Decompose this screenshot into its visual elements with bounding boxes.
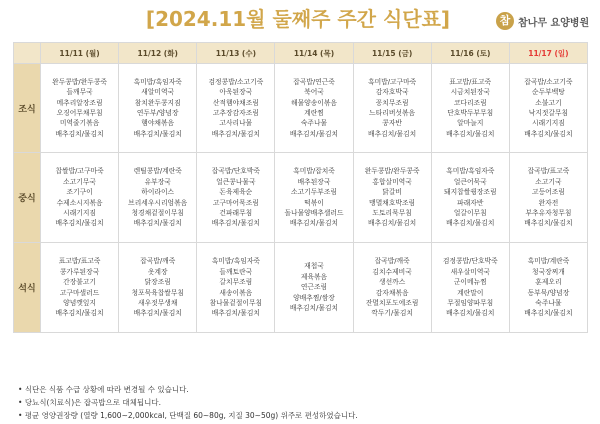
menu-item: 군이메뉴찜 bbox=[453, 278, 487, 287]
menu-item: 시래기지짐 bbox=[63, 208, 96, 217]
meal-row bbox=[14, 64, 588, 153]
menu-item: 고구마샐러드 bbox=[59, 288, 100, 297]
day-header-sunday: 11/17 (일) bbox=[509, 43, 587, 64]
menu-item: 새알미역국 bbox=[141, 88, 175, 97]
menu-item: 숙주나물 bbox=[535, 298, 562, 307]
menu-item: 유부장국 bbox=[144, 177, 171, 186]
menu-item: 배추김치/물김치 bbox=[524, 129, 573, 138]
menu-item: 연근조림 bbox=[300, 283, 328, 292]
menu-item: 새우젓무생채 bbox=[138, 298, 178, 307]
menu-item: 흑미밥/흑임자죽 bbox=[211, 257, 260, 266]
menu-item: 알마늘지 bbox=[457, 119, 484, 128]
menu-item: 배추김치/물김치 bbox=[368, 219, 417, 228]
menu-cell bbox=[119, 243, 197, 333]
menu-item: 콩자반 bbox=[382, 119, 402, 128]
menu-cell bbox=[353, 243, 431, 333]
menu-item: 꽁치무조림 bbox=[375, 98, 409, 107]
menu-item: 시래기지짐 bbox=[532, 119, 565, 128]
menu-item: 배추김치/물김치 bbox=[211, 309, 260, 318]
menu-item: 소고기무국 bbox=[63, 177, 96, 186]
menu-item: 계란찜 bbox=[304, 109, 324, 117]
menu-item: 잡곡밥/단호박죽 bbox=[211, 167, 260, 176]
menu-item: 생선까스 bbox=[379, 278, 406, 287]
menu-item: 해물양송이볶음 bbox=[291, 98, 337, 107]
menu-item: 도토리묵무침 bbox=[372, 208, 412, 217]
menu-item: 배추김치/물김치 bbox=[368, 129, 417, 138]
menu-item: 계란말이 bbox=[457, 288, 484, 297]
menu-item: 맹멸채호박조림 bbox=[369, 198, 416, 207]
menu-item: 파래자반 bbox=[457, 198, 484, 207]
menu-item: 낙지젓갈무침 bbox=[528, 109, 569, 117]
menu-item: 완자전 bbox=[538, 198, 559, 207]
menu-cell bbox=[509, 64, 587, 153]
menu-cell bbox=[509, 153, 587, 243]
menu-cell bbox=[353, 64, 431, 153]
menu-item: 렌틸콩밥/계란죽 bbox=[133, 167, 182, 176]
menu-item: 참나물겉절이무침 bbox=[209, 298, 263, 307]
menu-item: 양념깻잎지 bbox=[63, 298, 96, 307]
menu-item: 배추김치/물김치 bbox=[289, 129, 339, 138]
menu-item: 찹쌀밥/고구마죽 bbox=[55, 167, 104, 176]
menu-item: 얼큰콩나물국 bbox=[216, 177, 256, 186]
menu-item: 홍합살미역국 bbox=[372, 177, 412, 186]
menu-item: 청국장찌개 bbox=[532, 267, 565, 276]
day-header: 11/14 (목) bbox=[275, 43, 353, 64]
menu-cell bbox=[275, 153, 353, 243]
menu-item: 검정콩밥/단호박죽 bbox=[442, 257, 498, 266]
menu-item: 잡곡밥/소고기죽 bbox=[524, 77, 573, 86]
menu-item: 시금치된장국 bbox=[450, 88, 490, 97]
menu-item: 느타리버섯볶음 bbox=[369, 109, 416, 117]
notes-section bbox=[18, 383, 588, 422]
menu-item: 새우살미역국 bbox=[450, 267, 490, 276]
menu-item: 검정콩밥/소고기죽 bbox=[208, 77, 264, 86]
menu-item: 배추김치/물김치 bbox=[446, 219, 495, 228]
menu-item: 표고밥/표고죽 bbox=[58, 257, 101, 266]
menu-item: 돈육제육순 bbox=[219, 188, 253, 197]
menu-item: 흑미밥/흑임자죽 bbox=[446, 167, 495, 176]
menu-item: 표고밥/표고죽 bbox=[449, 77, 492, 86]
menu-item: 단호박두부무침 bbox=[447, 109, 494, 117]
menu-item: 고등어조림 bbox=[532, 188, 565, 197]
menu-item: 무절임양파무침 bbox=[447, 298, 494, 307]
menu-item: 훈제오리 bbox=[535, 278, 562, 287]
menu-item: 햄야채볶음 bbox=[141, 119, 175, 128]
meal-label: 조식 bbox=[14, 64, 41, 153]
day-header: 11/13 (수) bbox=[197, 43, 275, 64]
menu-item: 얼큰어묵국 bbox=[453, 177, 487, 186]
menu-item: 잔멸치포도에조림 bbox=[365, 298, 419, 307]
menu-item: 미역줄기볶음 bbox=[59, 119, 100, 128]
menu-item: 제육볶음 bbox=[300, 272, 328, 281]
menu-cell bbox=[197, 64, 275, 153]
menu-item: 아욱된장국 bbox=[219, 88, 253, 97]
menu-item: 배추김치/물김치 bbox=[55, 129, 104, 138]
menu-item: 배추김치/물김치 bbox=[133, 309, 182, 318]
day-header: 11/15 (금) bbox=[353, 43, 431, 64]
note-line: • 당뇨식(치료식)은 잡곡밥으로 대체됩니다. bbox=[18, 396, 588, 409]
menu-item: 숙주나물 bbox=[300, 119, 328, 128]
menu-item: 옷계장 bbox=[147, 267, 168, 276]
menu-item: 닭갈비 bbox=[382, 188, 402, 197]
menu-item: 잡곡밥/연근죽 bbox=[293, 77, 335, 86]
menu-item: 잡곡밥/표고죽 bbox=[527, 167, 570, 176]
menu-item: 간장불고기 bbox=[63, 278, 96, 287]
menu-cell bbox=[197, 153, 275, 243]
menu-item: 배추김치/물김치 bbox=[289, 304, 339, 313]
menu-item: 순두부백탕 bbox=[532, 88, 565, 97]
menu-cell bbox=[431, 64, 509, 153]
menu-item: 배추김치/물김치 bbox=[211, 129, 260, 138]
oak-leaf-icon: 참 bbox=[496, 12, 514, 30]
menu-cell bbox=[41, 64, 119, 153]
menu-cell bbox=[353, 153, 431, 243]
note-line: • 평균 영양권장량 (열량 1,600~2,000kcal, 단백질 60~80g, 지질 30~50g) 위주로 편성하였습니다. bbox=[18, 409, 588, 422]
menu-item: 배추김치/물김치 bbox=[524, 219, 573, 228]
day-header: 11/11 (월) bbox=[41, 43, 119, 64]
menu-cell bbox=[431, 243, 509, 333]
menu-item: 고구마어묵조림 bbox=[212, 198, 259, 207]
menu-item: 배추김치/물김치 bbox=[55, 309, 104, 318]
menu-item: 배추김치/물김치 bbox=[55, 219, 104, 228]
menu-item: 양배추찜/쌈장 bbox=[293, 293, 335, 302]
menu-item: 새송이볶음 bbox=[219, 288, 253, 297]
corner-cell bbox=[14, 43, 41, 64]
menu-item: 들깨토란국 bbox=[219, 267, 253, 276]
menu-item: 흑미밥/고구마죽 bbox=[368, 77, 417, 86]
menu-item: 북어국 bbox=[304, 88, 324, 97]
menu-item: 잡곡밥/깨죽 bbox=[140, 257, 176, 266]
menu-item: 소고기국 bbox=[535, 177, 562, 186]
menu-item: 건파래무침 bbox=[219, 208, 253, 217]
meal-label: 중식 bbox=[14, 153, 41, 243]
menu-item: 들깨무국 bbox=[66, 88, 93, 97]
day-header: 11/16 (토) bbox=[431, 43, 509, 64]
menu-cell bbox=[509, 243, 587, 333]
menu-item: 조기구이 bbox=[66, 188, 93, 197]
menu-item: 돌나물양배추샐러드 bbox=[284, 208, 344, 217]
menu-item: 메추리알장조림 bbox=[56, 98, 103, 107]
menu-item: 배추김치/물김치 bbox=[524, 309, 573, 318]
menu-item: 배추김치/물김치 bbox=[446, 129, 495, 138]
menu-item: 오징어무채무침 bbox=[56, 109, 103, 117]
menu-cell bbox=[275, 64, 353, 153]
menu-item: 코다리조림 bbox=[453, 98, 487, 107]
menu-item: 수제소시지볶음 bbox=[56, 198, 103, 207]
menu-cell bbox=[41, 153, 119, 243]
menu-item: 완두콩밥/완두콩죽 bbox=[52, 77, 107, 86]
menu-item: 흑미밥/흑임자죽 bbox=[133, 77, 182, 86]
page-header bbox=[0, 0, 600, 38]
menu-item: 완두콩밥/완두콩죽 bbox=[364, 167, 420, 176]
menu-item: 참치완두콩지짐 bbox=[134, 98, 181, 107]
menu-item: 흑미밥/계란죽 bbox=[527, 257, 570, 266]
menu-item: 소불고기 bbox=[535, 98, 562, 107]
day-header: 11/12 (화) bbox=[119, 43, 197, 64]
day-header-row bbox=[14, 43, 588, 64]
menu-item: 깍두기/물김치 bbox=[371, 309, 413, 318]
menu-item: 배추김치/물김치 bbox=[133, 129, 182, 138]
menu-item: 배추김치/물김치 bbox=[446, 309, 495, 318]
menu-item: 부추유자청무침 bbox=[525, 208, 572, 217]
menu-item: 닭장조림 bbox=[144, 278, 171, 287]
meal-row bbox=[14, 243, 588, 333]
menu-item: 김치수제비국 bbox=[372, 267, 412, 276]
menu-item: 브리세우시리엄볶음 bbox=[128, 198, 188, 207]
hospital-name: 참나무 요양병원 bbox=[518, 17, 590, 29]
menu-item: 콩가루된장국 bbox=[59, 267, 100, 276]
menu-item: 청포묵육찹쌀무침 bbox=[131, 288, 184, 297]
meal-row bbox=[14, 153, 588, 243]
menu-item: 청경채겉절이무침 bbox=[131, 208, 184, 217]
menu-cell bbox=[41, 243, 119, 333]
menu-item: 소고기두부조림 bbox=[291, 188, 337, 197]
page-title: [2024.11월 둘째주 주간 식단표] bbox=[145, 7, 451, 31]
menu-item: 배추된장국 bbox=[297, 177, 331, 186]
menu-cell bbox=[119, 153, 197, 243]
weekly-menu-table bbox=[13, 42, 588, 333]
menu-item: 떡볶이 bbox=[304, 198, 324, 207]
menu-item: 재첩국 bbox=[304, 262, 324, 271]
menu-item: 갈치무조림 bbox=[219, 278, 253, 287]
menu-cell bbox=[275, 243, 353, 333]
menu-item: 배추김치/물김치 bbox=[133, 219, 182, 228]
menu-item: 고사리나물 bbox=[219, 119, 253, 128]
menu-item: 잡곡밥/깨죽 bbox=[374, 257, 410, 266]
menu-cell bbox=[119, 64, 197, 153]
note-line: • 식단은 식품 수급 상황에 따라 변경될 수 있습니다. bbox=[18, 383, 588, 396]
menu-item: 하이라이스 bbox=[141, 188, 175, 197]
menu-item: 고추장감자조림 bbox=[212, 109, 259, 117]
meal-label: 석식 bbox=[14, 243, 41, 333]
hospital-logo bbox=[496, 10, 589, 32]
menu-item: 연두부/양념장 bbox=[136, 109, 179, 117]
menu-item: 감자채볶음 bbox=[375, 288, 409, 297]
menu-cell bbox=[431, 153, 509, 243]
menu-item: 산적햄야채조림 bbox=[212, 98, 259, 107]
menu-item: 배추김치/물김치 bbox=[289, 219, 339, 228]
menu-item: 얼갈이무침 bbox=[453, 208, 487, 217]
menu-cell bbox=[197, 243, 275, 333]
menu-item: 동부묵/양념장 bbox=[527, 288, 570, 297]
menu-item: 돼지찹쌀꿩장조림 bbox=[444, 188, 497, 197]
menu-item: 배추김치/물김치 bbox=[211, 219, 260, 228]
menu-item: 감자호박국 bbox=[375, 88, 409, 97]
menu-item: 흑미밥/잡치죽 bbox=[293, 167, 335, 176]
